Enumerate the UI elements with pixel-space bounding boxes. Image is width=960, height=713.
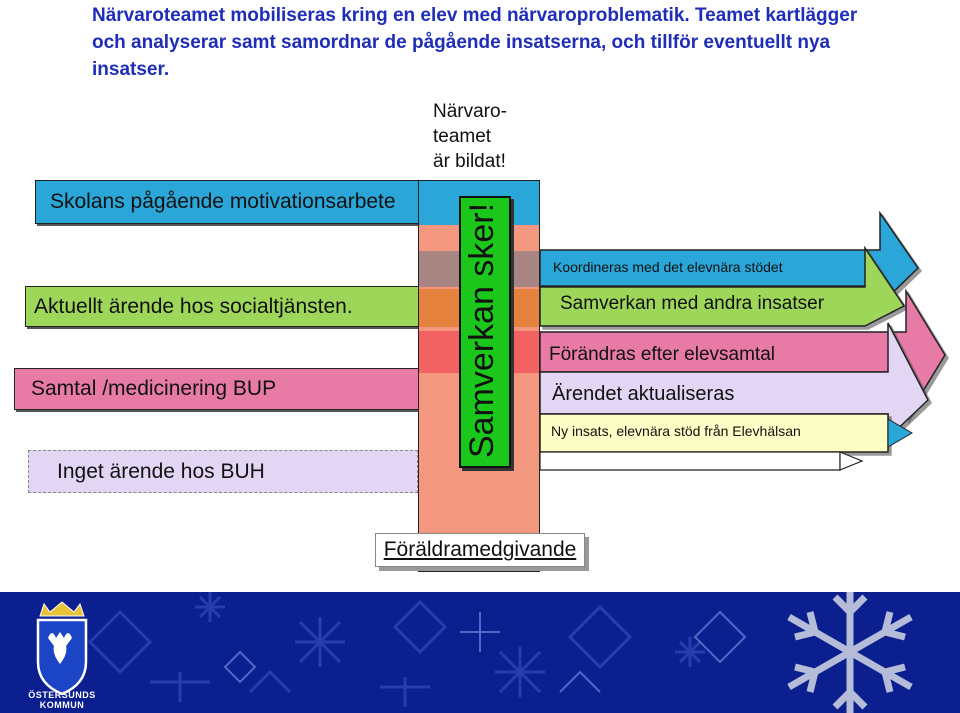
logo-name-line1: ÖSTERSUNDS (28, 690, 96, 700)
status-line-3: är bildat! (433, 151, 506, 172)
bup-box (14, 368, 420, 410)
buh-box (28, 450, 418, 493)
big-snowflake (789, 592, 911, 713)
snowflake-pattern (0, 592, 960, 713)
samverkan-label: Samverkan sker! (463, 202, 502, 458)
arendet-label: Ärendet aktualiseras (552, 383, 735, 405)
social-box (25, 286, 420, 327)
buh-label: Inget ärende hos BUH (57, 460, 265, 483)
bup-label: Samtal /medicinering BUP (31, 377, 277, 400)
forandras-label: Förändras efter elevsamtal (549, 344, 775, 365)
bottom-arrow-tip (840, 452, 862, 470)
consent-label: Föräldramedgivande (383, 538, 577, 561)
consent-box (375, 533, 585, 567)
ny-insats-label: Ny insats, elevnära stöd från Elevhälsan (551, 423, 801, 439)
motivation-box (35, 180, 420, 224)
logo-name-line2: KOMMUN (39, 700, 85, 710)
bottom-arrow (540, 452, 840, 470)
footer-band (0, 592, 960, 713)
samverkan-text-wrap (459, 196, 507, 464)
samverkan-insatser-label: Samverkan med andra insatser (560, 293, 825, 314)
motivation-label: Skolans pågående motivationsarbete (50, 190, 396, 213)
pattern-dark (90, 592, 705, 707)
status-line-1: Närvaro- (433, 101, 507, 122)
social-label: Aktuellt ärende hos socialtjänsten. (34, 295, 353, 318)
status-line-2: teamet (433, 126, 492, 147)
intro-text: Närvaroteamet mobiliseras kring en elev med närvaroproblematik. Teamet kartlägger och analyserar samt samordnar de pågående insatserna, och tillför eventuellt nya insatser. (92, 5, 858, 80)
municipality-logo (38, 602, 86, 694)
koordineras-label: Koordineras med det elevnära stödet (553, 259, 783, 275)
crown-icon (40, 602, 84, 616)
